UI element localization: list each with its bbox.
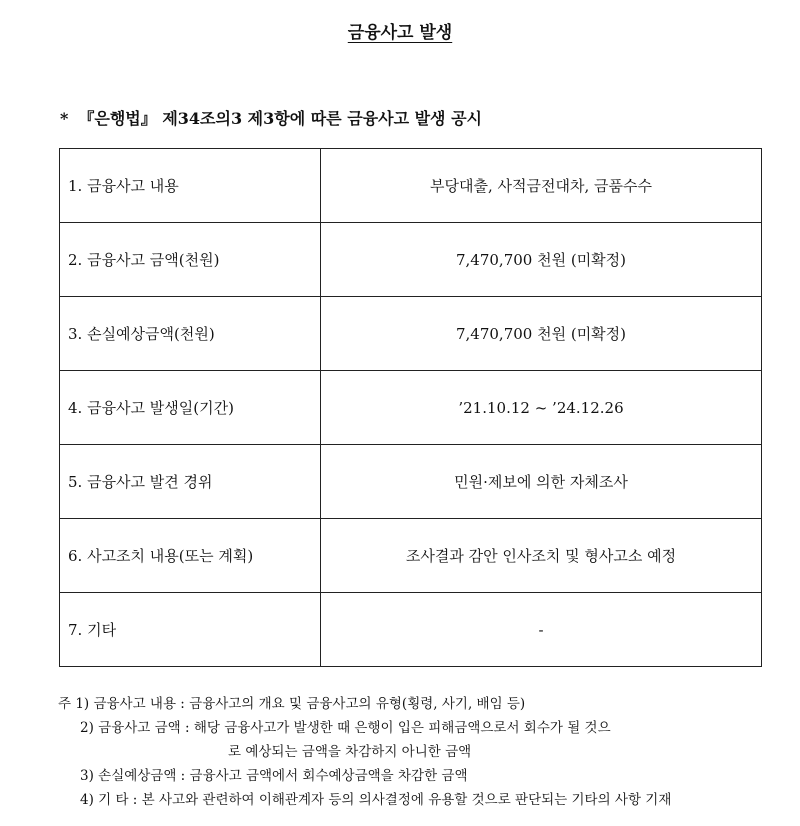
disclosure-heading-text: 『은행법』 제34조의3 제3항에 따른 금융사고 발생 공시 [78,109,482,128]
table-row [60,223,762,297]
row-label: 1. 금융사고 내용 [60,149,321,223]
row-label: 4. 금융사고 발생일(기간) [60,371,321,445]
row-label: 7. 기타 [60,593,321,667]
row-value: 부당대출, 사적금전대차, 금품수수 [321,149,762,223]
table-row [60,593,762,667]
table-row [60,519,762,593]
row-value: - [321,593,762,667]
footnotes [58,692,770,812]
asterisk-marker: * [60,109,69,128]
disclosure-heading [60,106,482,129]
row-value: 민원·제보에 의한 자체조사 [321,445,762,519]
row-label: 3. 손실예상금액(천원) [60,297,321,371]
footnote-3: 3) 손실예상금액 : 금융사고 금액에서 회수예상금액을 차감한 금액 [80,768,468,784]
row-label: 2. 금융사고 금액(천원) [60,223,321,297]
table-row [60,149,762,223]
row-label: 5. 금융사고 발견 경위 [60,445,321,519]
table-row [60,371,762,445]
row-value: 7,470,700 천원 (미확정) [321,297,762,371]
footnote-2-continued: 로 예상되는 금액을 차감하지 아니한 금액 [228,744,472,760]
footnote-2: 2) 금융사고 금액 : 해당 금융사고가 발생한 때 은행이 입은 피해금액으로서 회수가 될 것으 [80,720,611,736]
footnote-4: 4) 기 타 : 본 사고와 관련하여 이해관계자 등의 의사결정에 유용할 것으로 판단되는 기타의 사항 기재 [80,792,672,808]
row-value: 조사결과 감안 인사조치 및 형사고소 예정 [321,519,762,593]
table-row [60,297,762,371]
row-value: 7,470,700 천원 (미확정) [321,223,762,297]
row-value: ’21.10.12 ~ ’24.12.26 [321,371,762,445]
footnote-1: 주 1) 금융사고 내용 : 금융사고의 개요 및 금융사고의 유형(횡령, 사기, 배임 등) [58,696,526,712]
table-row [60,445,762,519]
page-title: 금융사고 발생 [347,23,453,43]
row-label: 6. 사고조치 내용(또는 계획) [60,519,321,593]
disclosure-table [59,148,762,667]
